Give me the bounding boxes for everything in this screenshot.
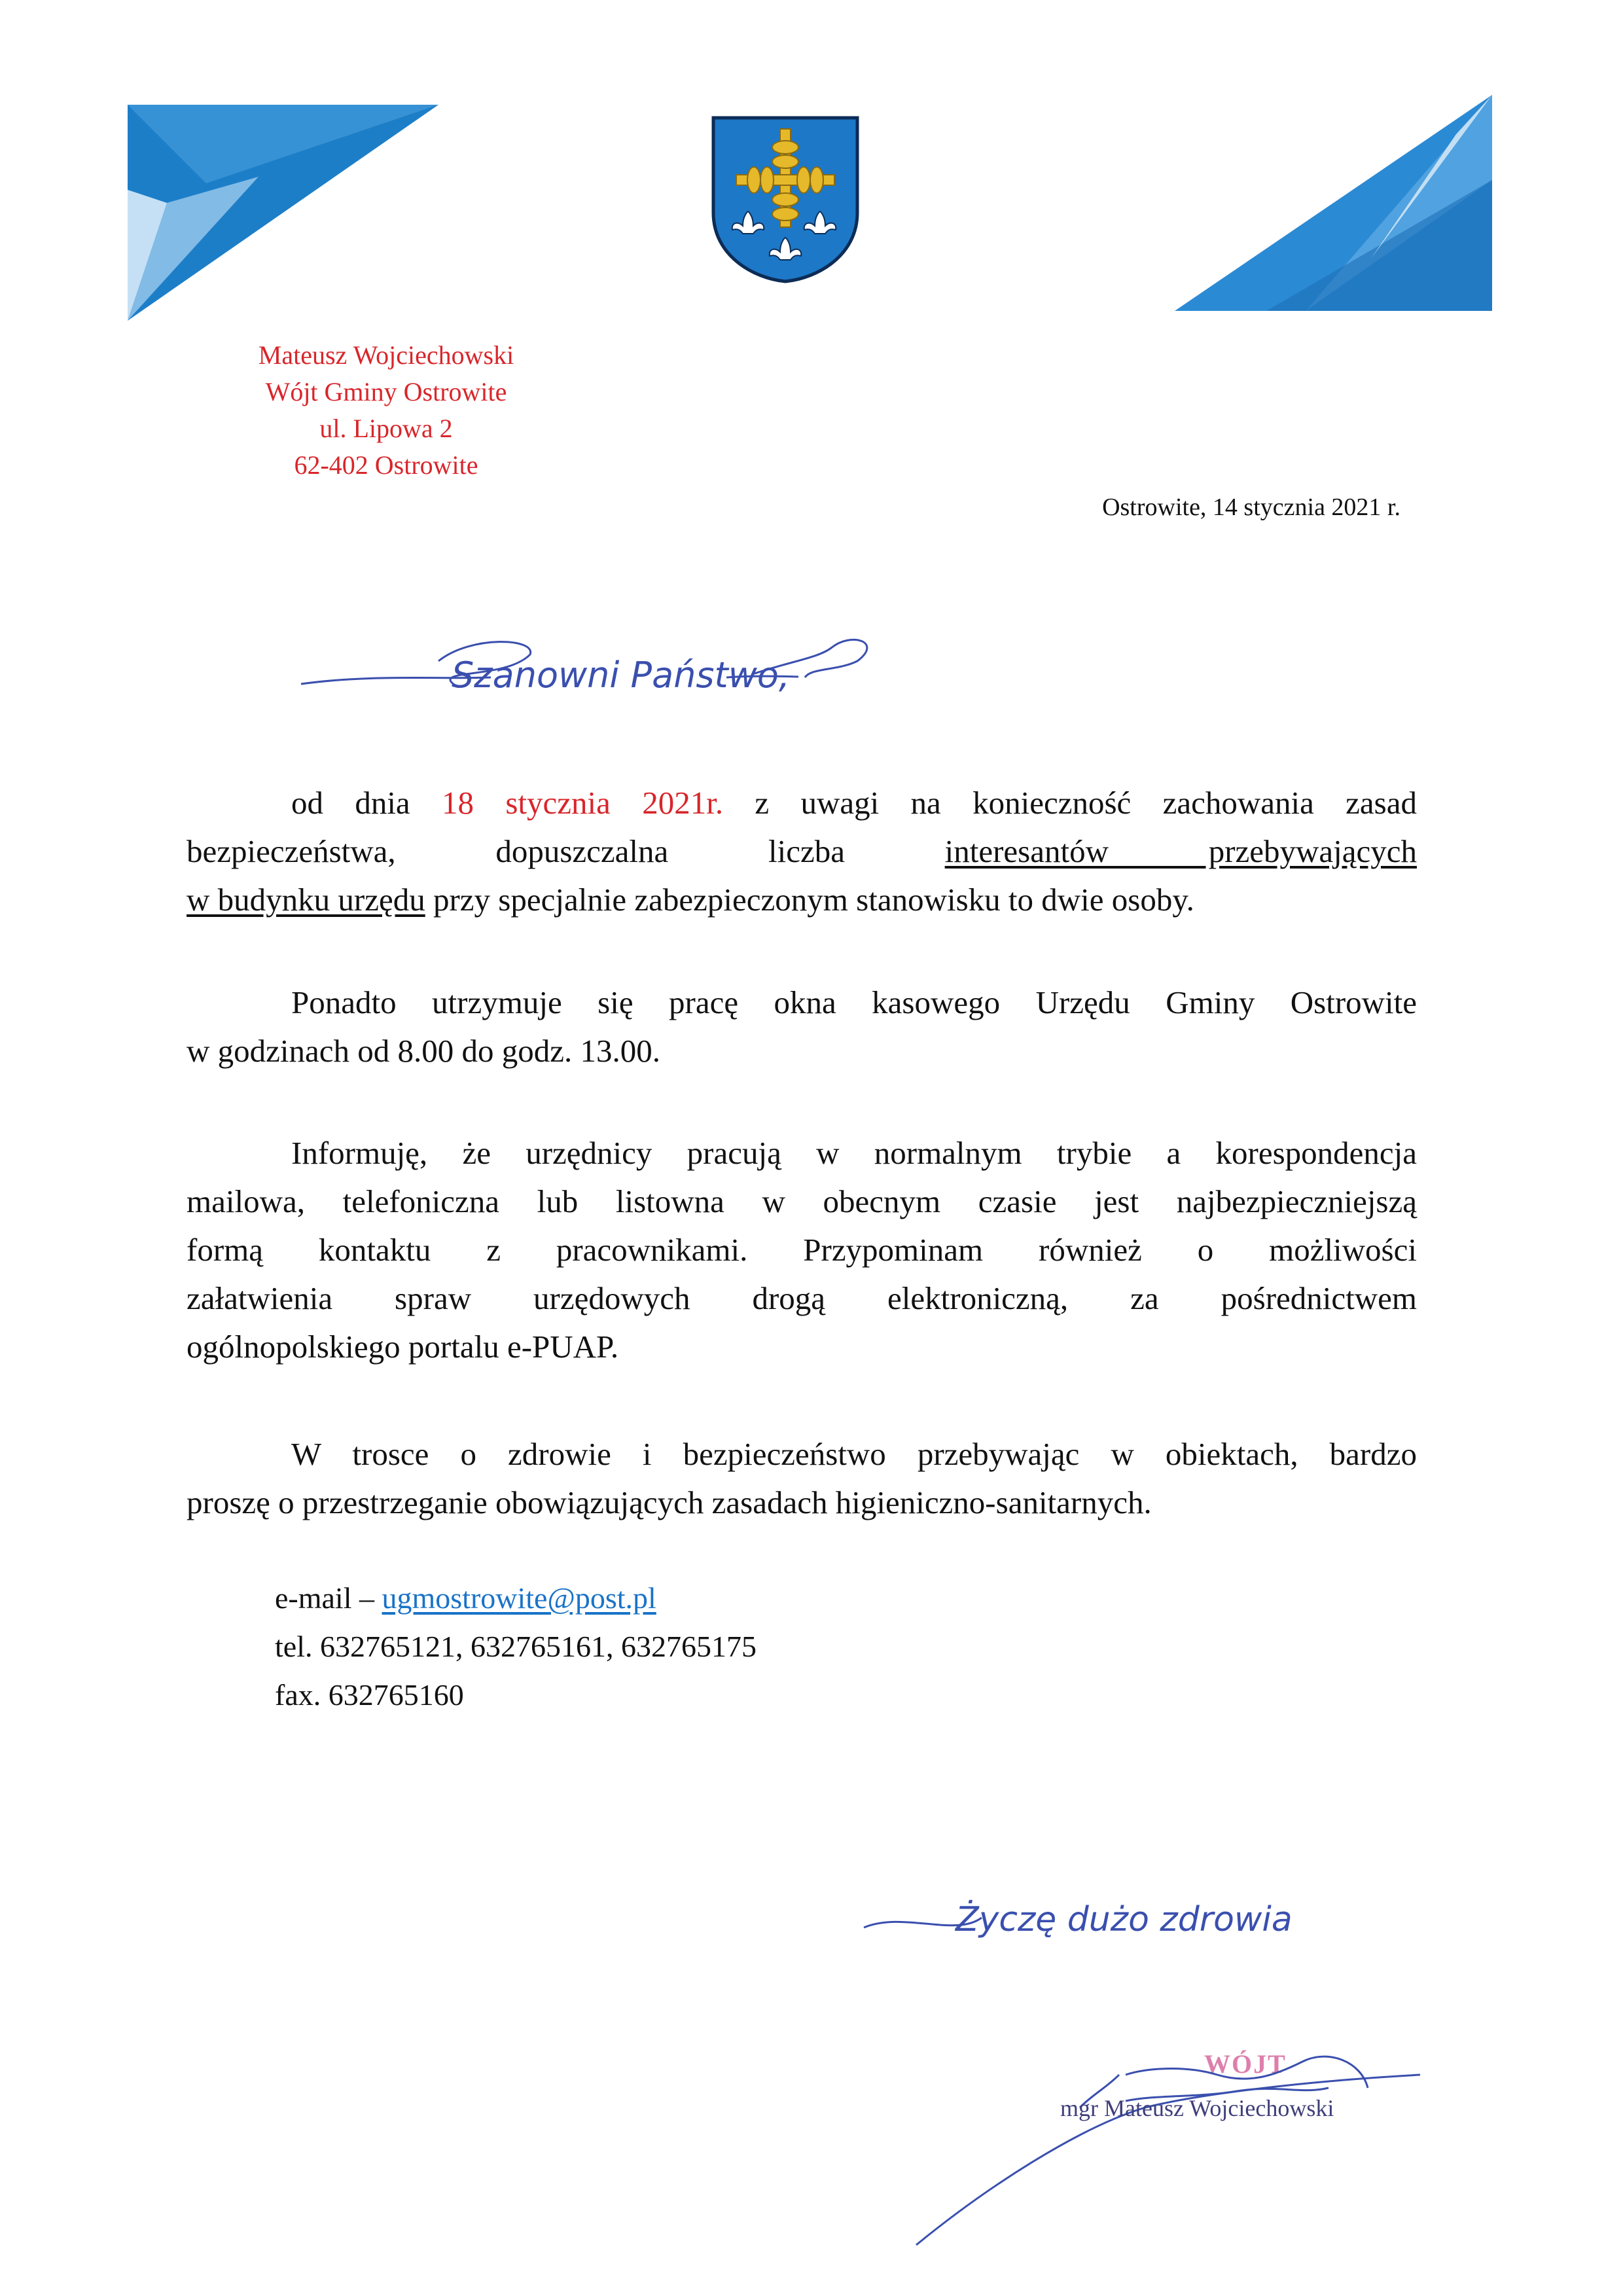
email-line: e-mail – ugmostrowite@post.pl	[275, 1581, 656, 1615]
header-right-decoration	[1175, 95, 1495, 317]
highlight-date: 18 stycznia 2021r.	[442, 785, 724, 821]
letter-date: Ostrowite, 14 stycznia 2021 r.	[1102, 493, 1400, 521]
paragraph-3: Informuję, że urzędnicy pracują w normalnym trybie a korespondencja mailowa, telefoniczna lub listowna w obecnym czasie jest najbezpieczniejszą formą kontaktu z pracownikami. Przypominam również o możliwości załatwienia spraw urzędowych drogą elektroniczną, za pośrednictwem ogólnopolskiego portalu e-PUAP.	[187, 1135, 1417, 1365]
paragraph-1: od dnia 18 stycznia 2021r. z uwagi na konieczność zachowania zasad bezpieczeństwa, dopuszczalna liczba interesantów przebywających w budynku urzędu przy specjalnie zabezpieczonym stanowisku to dwie osoby.	[187, 785, 1417, 918]
sender-title: Wójt Gminy Ostrowite	[265, 377, 507, 406]
greeting-text: Szanowni Państwo,	[452, 655, 791, 696]
paragraph-2: Ponadto utrzymuje się pracę okna kasowego Urzędu Gminy Ostrowite w godzinach od 8.00 do godz. 13.00.	[187, 984, 1417, 1069]
phone-line: tel. 632765121, 632765161, 632765175	[275, 1630, 757, 1663]
signature-name: mgr Mateusz Wojciechowski	[1060, 2095, 1334, 2121]
email-link[interactable]: ugmostrowite@post.pl	[382, 1581, 656, 1615]
sender-name: Mateusz Wojciechowski	[258, 340, 514, 370]
closing-text: Życzę dużo zdrowia	[955, 1900, 1293, 1939]
stamp-title: WÓJT	[1204, 2049, 1287, 2079]
handwritten-greeting	[294, 622, 1047, 726]
letter-body	[187, 779, 1417, 1538]
fax-line: fax. 632765160	[275, 1678, 464, 1712]
contact-block	[275, 1574, 757, 1719]
signature-icon	[910, 2036, 1433, 2251]
sender-street: ul. Lipowa 2	[319, 414, 453, 443]
coat-of-arms-icon	[707, 115, 864, 285]
handwritten-closing	[851, 1878, 1492, 1970]
paragraph-4: W trosce o zdrowie i bezpieczeństwo przebywając w obiektach, bardzo proszę o przestrzeganie obowiązujących zasadach higieniczno-sanitarnych.	[187, 1436, 1417, 1520]
sender-block	[196, 337, 576, 484]
sender-city: 62-402 Ostrowite	[294, 450, 478, 480]
header-left-decoration	[128, 105, 442, 327]
